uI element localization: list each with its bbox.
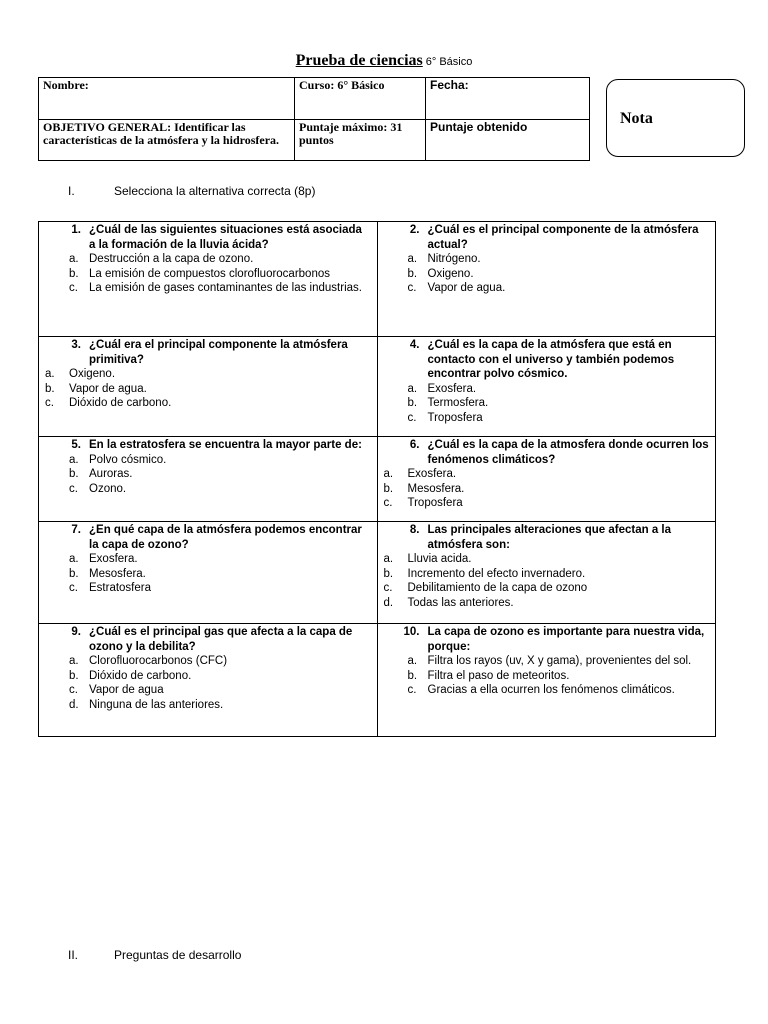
option-text: La emisión de gases contaminantes de las industrias.	[89, 282, 362, 294]
answer-option[interactable]	[384, 552, 710, 567]
question-text	[45, 625, 371, 654]
title-grade: 6° Básico	[425, 56, 473, 68]
question-number: 7.	[71, 524, 81, 536]
option-text: Dióxido de carbono.	[89, 669, 192, 682]
option-text: Exosfera.	[407, 468, 457, 480]
option-text: Auroras.	[89, 468, 133, 480]
answer-option[interactable]	[45, 698, 371, 713]
option-text: Vapor de agua.	[69, 382, 147, 395]
option-text: Debilitamiento de la capa de ozono	[407, 582, 588, 594]
answer-option[interactable]	[45, 467, 371, 482]
answer-option[interactable]	[384, 281, 710, 296]
answer-option[interactable]	[384, 669, 710, 684]
grade-label: Nota	[620, 110, 653, 127]
question-6	[377, 437, 716, 522]
option-text: Clorofluorocarbonos (CFC)	[89, 655, 228, 667]
option-text: Todas las anteriores.	[407, 596, 514, 609]
option-letter: a.	[407, 253, 418, 265]
option-text: Nitrógeno.	[427, 253, 481, 265]
title-main: Prueba de ciencias	[295, 52, 423, 69]
course-field: Curso: 6° Básico	[295, 78, 426, 120]
answer-option[interactable]	[45, 482, 371, 497]
section-1-heading	[68, 184, 315, 198]
option-letter: a.	[407, 655, 418, 667]
question-prompt: ¿Cuál es el principal componente de la atmósfera actual?	[427, 224, 699, 251]
question-4	[377, 337, 716, 437]
option-text: Ninguna de las anteriores.	[89, 698, 224, 711]
section-1-title: Selecciona la alternativa correcta (8p)	[114, 184, 316, 198]
option-letter: d.	[69, 698, 79, 711]
question-text	[384, 223, 710, 252]
option-letter: c.	[383, 582, 393, 594]
option-text: Filtra los rayos (uv, X y gama), provenientes del sol.	[427, 655, 692, 667]
answer-option[interactable]	[384, 654, 710, 669]
option-letter: b.	[69, 267, 79, 280]
question-text	[45, 223, 371, 252]
question-number: 10.	[403, 626, 420, 638]
option-text: Estratosfera	[89, 582, 151, 594]
option-letter: b.	[45, 382, 55, 395]
question-number: 3.	[71, 339, 81, 351]
question-text	[384, 438, 710, 467]
answer-option[interactable]	[45, 396, 371, 411]
answer-option[interactable]	[384, 267, 710, 282]
answer-option[interactable]	[384, 467, 710, 482]
question-prompt: ¿Cuál es la capa de la atmósfera que está en contacto con el universo y también podemos encontrar polvo cósmico.	[427, 339, 675, 380]
answer-option[interactable]	[45, 453, 371, 468]
question-number: 5.	[71, 439, 81, 451]
answer-option[interactable]	[45, 267, 371, 282]
option-letter: c.	[69, 582, 78, 594]
date-field[interactable]: Fecha:	[426, 78, 590, 120]
option-letter: b.	[407, 397, 418, 409]
option-text: La emisión de compuestos clorofluorocarbonos	[89, 267, 330, 280]
student-info-table	[38, 77, 590, 161]
option-text: Exosfera.	[89, 553, 138, 565]
option-letter: b.	[407, 669, 418, 682]
answer-option[interactable]	[45, 654, 371, 669]
question-2	[377, 222, 716, 337]
answer-option[interactable]	[384, 382, 710, 397]
question-text	[45, 438, 371, 453]
question-number: 1.	[71, 224, 81, 236]
option-text: Mesosfera.	[407, 482, 465, 495]
option-text: Filtra el paso de meteoritos.	[427, 669, 570, 682]
general-objective: OBJETIVO GENERAL: Identificar las características de la atmósfera y la hidrosfera.	[39, 120, 295, 161]
option-letter: c.	[45, 397, 54, 409]
question-text	[384, 523, 710, 552]
section-2-number: II.	[68, 948, 79, 962]
question-number: 2.	[409, 224, 420, 236]
option-letter: b.	[407, 267, 418, 280]
option-text: Lluvia acida.	[407, 553, 472, 565]
answer-option[interactable]	[384, 411, 710, 426]
question-prompt: Las principales alteraciones que afectan a la atmósfera son:	[427, 524, 672, 551]
max-score: Puntaje máximo: 31 puntos	[295, 120, 426, 161]
obtained-score-field[interactable]: Puntaje obtenido	[426, 120, 590, 161]
question-number: 9.	[71, 626, 81, 638]
option-letter: b.	[69, 669, 79, 682]
option-letter: a.	[69, 253, 79, 265]
name-field[interactable]: Nombre:	[39, 78, 295, 120]
answer-option[interactable]	[45, 552, 371, 567]
option-letter: b.	[383, 482, 394, 495]
question-prompt: ¿En qué capa de la atmósfera podemos encontrar la capa de ozono?	[89, 524, 362, 551]
option-letter: d.	[383, 596, 394, 609]
option-text: Troposfera	[427, 411, 483, 424]
option-text: Incremento del efecto invernadero.	[407, 567, 586, 580]
question-9	[39, 624, 378, 737]
answer-option[interactable]	[384, 396, 710, 411]
option-letter: a.	[69, 553, 79, 565]
answer-option[interactable]	[384, 482, 710, 497]
option-letter: a.	[69, 453, 79, 466]
option-text: Dióxido de carbono.	[69, 397, 172, 409]
section-2-heading	[68, 948, 241, 962]
option-letter: a.	[383, 553, 394, 565]
document-title	[0, 52, 768, 70]
answer-option[interactable]	[45, 252, 371, 267]
answer-option[interactable]	[45, 567, 371, 582]
option-letter: a.	[69, 655, 79, 667]
question-number: 8.	[409, 524, 420, 536]
answer-option[interactable]	[45, 367, 371, 382]
option-text: Ozono.	[89, 482, 127, 495]
answer-option[interactable]	[45, 382, 371, 397]
option-letter: c.	[407, 684, 417, 696]
option-letter: a.	[383, 468, 394, 480]
answer-option[interactable]	[384, 581, 710, 596]
option-letter: b.	[69, 468, 79, 480]
option-text: Gracias a ella ocurren los fenómenos climáticos.	[427, 684, 675, 696]
option-letter: a.	[45, 368, 55, 380]
question-3	[39, 337, 378, 437]
question-5	[39, 437, 378, 522]
question-text	[384, 625, 710, 654]
question-prompt: ¿Cuál era el principal componente la atmósfera primitiva?	[89, 339, 348, 366]
answer-option[interactable]	[384, 496, 710, 511]
question-prompt: ¿Cuál es el principal gas que afecta a la capa de ozono y la debilita?	[89, 626, 353, 653]
option-letter: c.	[69, 482, 78, 495]
answer-option[interactable]	[384, 683, 710, 698]
option-text: Destrucción a la capa de ozono.	[89, 253, 254, 265]
option-text: Polvo cósmico.	[89, 453, 167, 466]
grade-box[interactable]	[606, 79, 745, 157]
option-text: Troposfera	[407, 497, 463, 509]
option-letter: b.	[69, 567, 79, 580]
answer-option[interactable]	[384, 567, 710, 582]
answer-option[interactable]	[45, 669, 371, 684]
option-letter: c.	[69, 684, 78, 696]
option-letter: a.	[407, 382, 418, 395]
question-prompt: La capa de ozono es importante para nuestra vida, porque:	[427, 626, 705, 653]
answer-option[interactable]	[45, 281, 371, 296]
question-8	[377, 522, 716, 624]
question-prompt: En la estratosfera se encuentra la mayor parte de:	[89, 439, 362, 451]
question-text	[45, 523, 371, 552]
multiple-choice-table	[38, 221, 716, 737]
section-1-number: I.	[68, 184, 75, 198]
question-text	[384, 338, 710, 382]
section-2-title: Preguntas de desarrollo	[114, 948, 242, 962]
question-prompt: ¿Cuál es la capa de la atmosfera donde ocurren los fenómenos climáticos?	[427, 439, 709, 466]
option-letter: b.	[383, 567, 394, 580]
option-letter: c.	[383, 497, 393, 509]
option-text: Vapor de agua	[89, 684, 164, 696]
question-1	[39, 222, 378, 337]
question-prompt: ¿Cuál de las siguientes situaciones está asociada a la formación de la lluvia ácida?	[89, 224, 362, 251]
answer-option[interactable]	[384, 252, 710, 267]
question-number: 6.	[409, 439, 420, 451]
question-7	[39, 522, 378, 624]
option-letter: c.	[407, 411, 417, 424]
option-letter: c.	[69, 282, 78, 294]
option-text: Exosfera.	[427, 382, 477, 395]
question-number: 4.	[409, 339, 420, 351]
question-text	[45, 338, 371, 367]
answer-option[interactable]	[384, 596, 710, 611]
option-text: Mesosfera.	[89, 567, 146, 580]
option-text: Termosfera.	[427, 397, 489, 409]
answer-option[interactable]	[45, 581, 371, 596]
option-letter: c.	[407, 282, 417, 294]
option-text: Vapor de agua.	[427, 282, 506, 294]
question-10	[377, 624, 716, 737]
answer-option[interactable]	[45, 683, 371, 698]
option-text: Oxigeno.	[69, 368, 116, 380]
option-text: Oxigeno.	[427, 267, 474, 280]
